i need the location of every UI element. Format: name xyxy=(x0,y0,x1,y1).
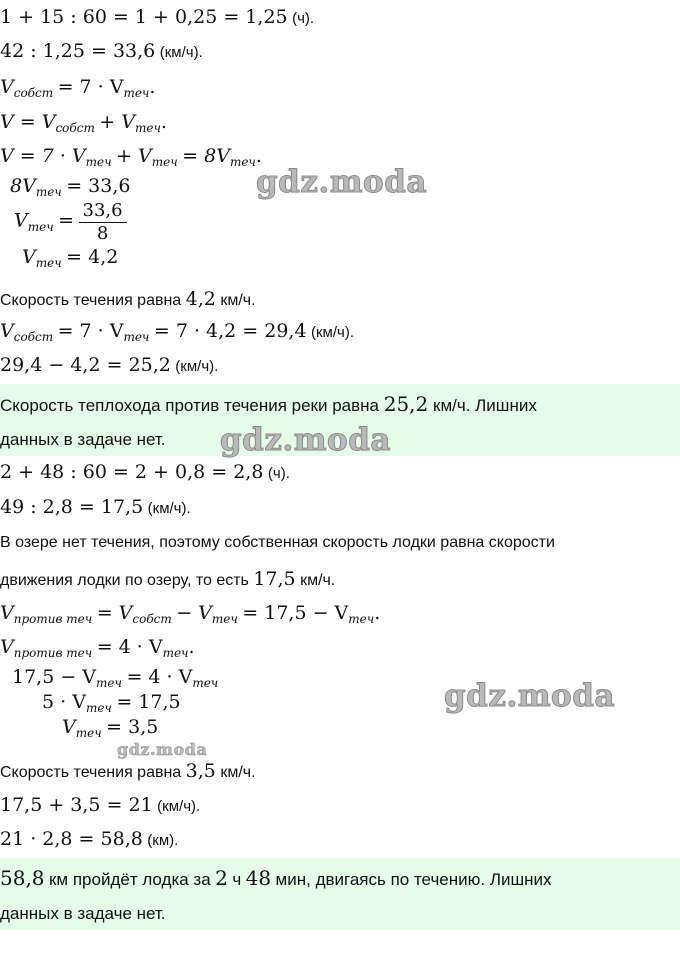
math: = 3,5 xyxy=(106,716,159,738)
math: = 7 · V xyxy=(57,76,124,98)
text: движения лодки по озеру, то есть xyxy=(0,572,249,589)
subscript: теч xyxy=(35,185,62,199)
subscript: против теч xyxy=(13,646,93,660)
equation-line-18 xyxy=(12,666,218,688)
equation-line-7-fraction xyxy=(14,200,127,245)
math: V xyxy=(14,209,28,232)
text-line-15 xyxy=(0,568,335,590)
math: = 4,2 xyxy=(66,246,119,268)
math: V = V xyxy=(0,111,56,133)
math: 2 xyxy=(215,866,228,890)
fraction-numerator: 33,6 xyxy=(79,200,127,223)
math: . xyxy=(188,636,195,658)
answer-1-line-2 xyxy=(0,430,166,450)
var: V xyxy=(0,76,14,98)
math: = 17,5 xyxy=(116,691,181,713)
math: . xyxy=(160,111,167,133)
math: V xyxy=(22,246,36,268)
subscript: теч xyxy=(96,676,122,690)
unit: (км/ч). xyxy=(159,44,203,61)
watermark-logo: gdz.moda xyxy=(220,422,391,458)
subscript: собст xyxy=(13,86,54,100)
subscript: собст xyxy=(55,121,95,135)
subscript: собст xyxy=(13,330,54,344)
subscript: теч xyxy=(75,726,102,740)
math: 2 + 48 : 60 = 2 + 0,8 = 2,8 xyxy=(0,461,264,483)
answer-1-line-1 xyxy=(0,392,537,416)
fraction xyxy=(79,200,127,245)
calc-line-1 xyxy=(0,6,314,28)
math: V = 7 · V xyxy=(0,145,86,167)
subscript: теч xyxy=(85,155,112,169)
watermark-logo: gdz.moda xyxy=(117,740,208,759)
math: 48 xyxy=(245,866,272,890)
math: V xyxy=(0,320,14,342)
math: 3,5 xyxy=(185,760,216,782)
subscript: теч xyxy=(123,330,150,344)
math: 17,5 + 3,5 = 21 xyxy=(0,794,153,816)
text-line-21 xyxy=(0,760,256,782)
math: 29,4 − 4,2 = 25,2 xyxy=(0,354,171,376)
unit: (км). xyxy=(147,832,179,849)
math: = xyxy=(58,209,75,232)
formula-line-4 xyxy=(0,111,167,133)
calc-line-23 xyxy=(0,828,178,850)
math: 8V xyxy=(10,175,36,197)
answer-2-line-1 xyxy=(0,866,552,890)
math: = 17,5 − V xyxy=(242,602,349,624)
formula-line-3 xyxy=(0,76,155,98)
unit: (км/ч). xyxy=(147,500,191,517)
unit: (ч). xyxy=(292,10,315,27)
subscript: собст xyxy=(132,612,172,626)
unit: (км/ч). xyxy=(157,798,201,815)
subscript: теч xyxy=(348,612,375,626)
text: Скорость течения равна xyxy=(0,292,182,309)
calc-line-13 xyxy=(0,496,191,518)
equation-line-8 xyxy=(22,246,118,268)
math: 25,2 xyxy=(383,392,429,416)
text: км/ч. Лишних xyxy=(433,396,537,415)
subscript: теч xyxy=(85,701,112,715)
math: 42 : 1,25 = 33,6 xyxy=(0,40,156,62)
text: км пройдёт лодка за xyxy=(48,870,211,889)
subscript: теч xyxy=(134,121,161,135)
math: 17,5 − V xyxy=(12,666,97,688)
text: данных в задаче нет. xyxy=(0,430,166,449)
fraction-denominator: 8 xyxy=(96,223,109,244)
math: 21 · 2,8 = 58,8 xyxy=(0,828,143,850)
math: = 7 · 4,2 = 29,4 xyxy=(153,320,307,342)
math: + V xyxy=(116,145,152,167)
math: V xyxy=(0,602,14,624)
unit: км/ч. xyxy=(300,572,336,589)
formula-line-5 xyxy=(0,145,262,167)
formula-line-17 xyxy=(0,636,195,658)
watermark-logo: gdz.moda xyxy=(444,678,615,714)
subscript: теч xyxy=(192,676,219,690)
equation-line-6 xyxy=(10,175,130,197)
watermark-logo: gdz.moda xyxy=(256,164,427,200)
text: Скорость течения равна xyxy=(0,764,182,781)
math: = 8V xyxy=(182,145,230,167)
math: = 33,6 xyxy=(66,175,131,197)
text: В озере нет течения, поэтому собственная скорость лодки равна скорости xyxy=(0,534,555,551)
math: = 4 · V xyxy=(126,666,193,688)
math: = 7 · V xyxy=(57,320,124,342)
subscript: теч xyxy=(35,256,62,270)
text: мин, двигаясь по течению. Лишних xyxy=(275,870,552,889)
subscript: теч xyxy=(162,646,189,660)
math: 1 + 15 : 60 = 1 + 0,25 = 1,25 xyxy=(0,6,288,28)
math: 49 : 2,8 = 17,5 xyxy=(0,496,144,518)
text-line-9 xyxy=(0,288,256,310)
math: 5 · V xyxy=(42,691,86,713)
unit: (км/ч). xyxy=(311,324,355,341)
subscript: теч xyxy=(151,155,178,169)
math: = 4 · V xyxy=(96,636,163,658)
unit: км/ч. xyxy=(220,764,256,781)
calc-line-22 xyxy=(0,794,200,816)
equation-line-20 xyxy=(62,716,158,738)
text: Скорость теплохода против течения реки равна xyxy=(0,396,379,415)
math: 58,8 xyxy=(0,866,45,890)
formula-line-10 xyxy=(0,320,354,342)
math: − V xyxy=(176,602,212,624)
subscript: против теч xyxy=(13,612,93,626)
text: ч xyxy=(232,870,242,889)
math: . xyxy=(255,145,262,167)
subscript: теч xyxy=(27,219,54,234)
unit: (ч). xyxy=(267,465,290,482)
answer-2-line-2 xyxy=(0,904,166,924)
math: 4,2 xyxy=(185,288,216,310)
calc-line-11 xyxy=(0,354,218,376)
math: = V xyxy=(96,602,133,624)
math: + V xyxy=(99,111,135,133)
equation-line-19 xyxy=(42,691,181,713)
calc-line-12 xyxy=(0,461,290,483)
math: . xyxy=(149,76,156,98)
subscript: теч xyxy=(229,155,256,169)
math: . xyxy=(374,602,381,624)
unit: км/ч. xyxy=(220,292,256,309)
math: 17,5 xyxy=(253,568,296,590)
formula-line-16 xyxy=(0,602,380,624)
calc-line-2 xyxy=(0,40,203,62)
math: V xyxy=(62,716,76,738)
unit: (км/ч). xyxy=(175,358,219,375)
math: V xyxy=(0,636,14,658)
text-line-14 xyxy=(0,534,555,552)
subscript: теч xyxy=(211,612,238,626)
text: данных в задаче нет. xyxy=(0,904,166,923)
subscript: теч xyxy=(123,86,150,100)
